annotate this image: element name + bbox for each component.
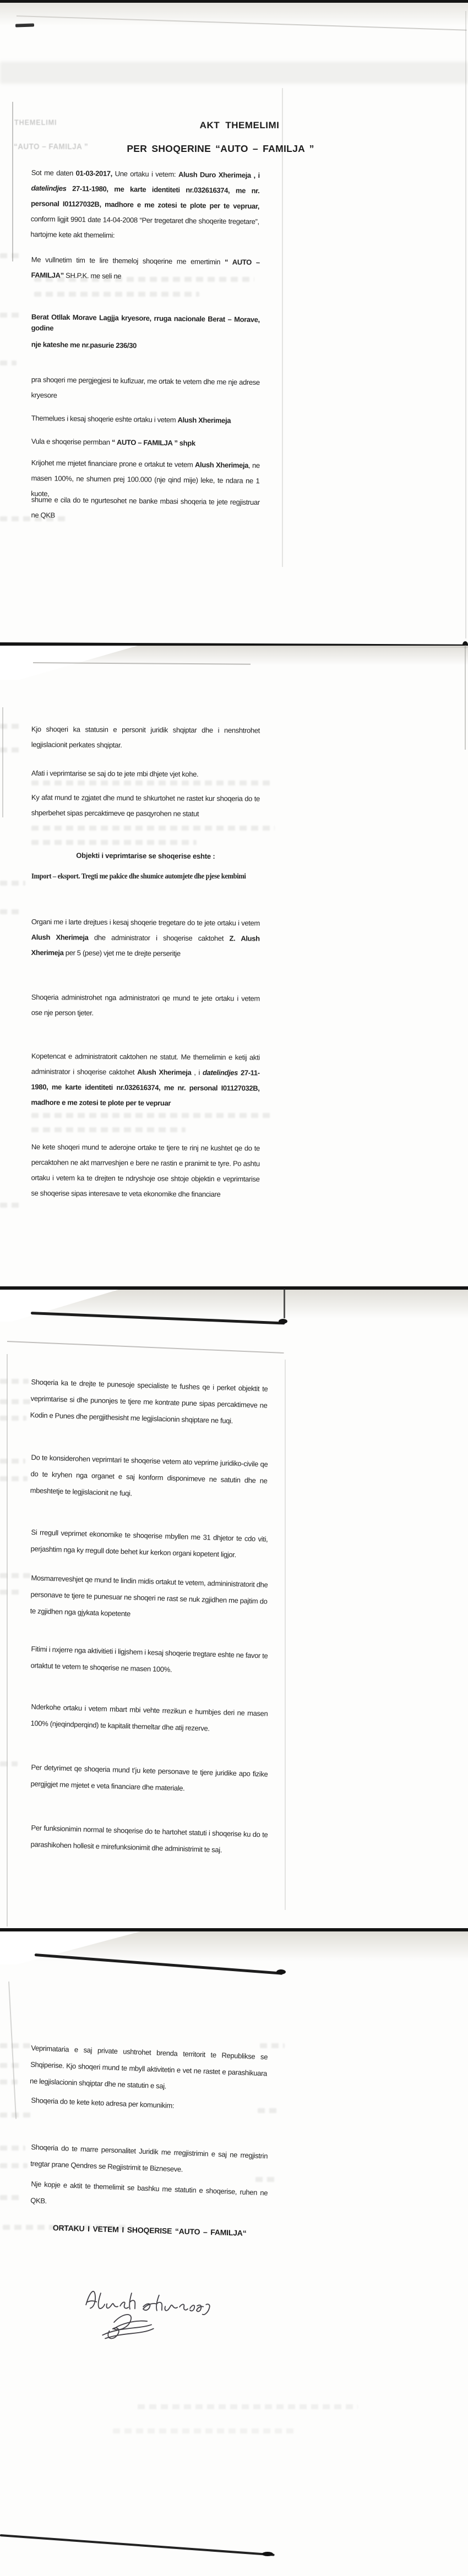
paragraph-legal-status bbox=[31, 722, 260, 754]
paragraph-territory bbox=[30, 2040, 268, 2098]
text-run: Nderkohe ortaku i vetem mbart mbi vehte rrezikun e humbjes deri ne masen 100% (njeqindperqind) te kapitalit themeltar dhe atij rezerve. bbox=[30, 1702, 268, 1733]
signature-handwriting bbox=[80, 2276, 225, 2353]
paragraph-seal bbox=[31, 434, 260, 452]
paragraph-administrator-competences bbox=[31, 1049, 260, 1112]
page-edge-shadow-right bbox=[465, 11, 466, 638]
page-edge-shadow-right bbox=[465, 645, 466, 750]
bleedthrough-smudge bbox=[0, 313, 20, 318]
text-run: Shoqeria administrohet nga administratori qe mund te jete ortaku i vetem ose nje person tjeter. bbox=[31, 992, 260, 1017]
text-run: Kjo shoqeri ka statusin e personit juridik shqiptar dhe i nenshtrohet legjislacionit perkates shqiptar. bbox=[31, 724, 260, 750]
bleedthrough-smudge bbox=[31, 840, 197, 845]
paragraph-import-export: Import – eksport. Tregti me pakice dhe shumice automjete dhe pjese kembimi bbox=[31, 872, 246, 880]
page-top-shading bbox=[0, 3, 468, 26]
paragraph-intro bbox=[30, 165, 260, 245]
heading-business-object: Objekti i veprimtarise se shoqerise eshte : bbox=[76, 851, 215, 861]
bleedthrough-smudge bbox=[0, 1761, 18, 1766]
text-run: Themelues i kesaj shoqerie eshte ortaku i vetem bbox=[31, 413, 178, 424]
text-run: datelindjes bbox=[202, 1068, 241, 1077]
paragraph-employment bbox=[30, 1374, 268, 1431]
bleedthrough-smudge bbox=[34, 277, 254, 282]
bleedthrough-smudge bbox=[31, 826, 275, 831]
text-run: Fitimi i nxjerre nga aktivitieti i ligjshem i kesaj shoqerie tregtare eshte ne favor te ortaktut te vetem te shoqerise ne masen 100%. bbox=[30, 1644, 268, 1674]
bleedthrough-smudge bbox=[0, 361, 17, 365]
bleedthrough-smudge bbox=[0, 2195, 23, 2200]
paragraph-obligations bbox=[30, 1759, 268, 1799]
bleedthrough-smudge bbox=[0, 2080, 18, 2084]
text-run: , i bbox=[191, 1068, 203, 1077]
bleedthrough-smudge bbox=[0, 2146, 25, 2151]
text-run: Veprimataria e saj private ushtrohet brenda territorit te Republikse se Shqiperise. Kjo shoqeri mund te mbyll aktivitetin e vet ne rastet e parashikuara ne legjislacionin shqiptar dhe ne statutin e saj. bbox=[29, 2043, 268, 2091]
fold-crease-line bbox=[7, 1341, 284, 1354]
page-edge-shadow bbox=[12, 102, 13, 261]
text-run: dhe administrator i shoqerise caktohet bbox=[88, 933, 230, 943]
bleedthrough-smudge bbox=[0, 1590, 23, 1595]
text-run: shume e cila do te ngurtesohet ne banke mbasi shoqeria te jete regjistruar ne QKB bbox=[31, 495, 260, 520]
bleedthrough-smudge bbox=[0, 1476, 28, 1481]
page-edge-shadow bbox=[7, 1354, 8, 1926]
closing-heading: ORTAKU I VETEM I SHOQERISE “AUTO – FAMILJA“ bbox=[52, 2223, 247, 2237]
bleedthrough-smudge bbox=[0, 253, 23, 258]
text-run: Berat Otllak Morave Lagjja kryesore, rruga nacionale Berat – Morave, godine bbox=[31, 312, 260, 332]
text-run: Alush Xherimeja bbox=[137, 1068, 192, 1077]
text-run: Krijohet me mjetet financiare prone e ortakut te vetem bbox=[31, 458, 195, 469]
paragraph-address-line2 bbox=[31, 337, 260, 355]
text-run: , ne masen 100%, ne shumen prej 100.000 (nje qind mije) leke, te ndara ne 1 kuote, bbox=[31, 461, 260, 498]
signature-block bbox=[80, 2276, 225, 2353]
text-run: Per funksionimin normal te shoqerise do te hartohet statuti i shoqerise ku do te parashikohen hollesit e mirefunksionimit dhe administrimit te saj. bbox=[30, 1823, 268, 1854]
paragraph-legal-personality bbox=[30, 2139, 268, 2181]
bleedthrough-smudge bbox=[0, 1399, 30, 1404]
text-run: Shoqeria do te marre personalitet Juridik me rregjistrimin e saj ne rregjistrin tregtar prane Qendres se Regjistrimit te Bizneseve. bbox=[30, 2142, 268, 2174]
text-run: Si rregull veprimet ekonomike te shoqerise mbyllen me 31 dhjetor te cdo viti, perjashtim nga ky rregull dote behet kur kerkon organi kopetent ligjor. bbox=[30, 1527, 268, 1559]
bleedthrough-smudge bbox=[0, 2113, 33, 2117]
bleedthrough-smudge bbox=[0, 747, 20, 752]
bleedthrough-smudge bbox=[0, 62, 468, 84]
text-run: Per detyrimet qe shoqeria mund t’ju kete personave te tjere juridike apo fizike pergjigjet me mjetet e veta financiare dhe materiale. bbox=[30, 1762, 268, 1793]
text-run: Me vullnetim tim te lire themeloj shoqerine me emertimin bbox=[31, 255, 225, 266]
text-run: Vula e shoqerise permban bbox=[31, 436, 112, 446]
text-run: Mosmarreveshjet qe mund te lindin midis ortakut te vetem, admininistratorit dhe personave te tjere te punesuar ne shoqeri ne rast se nuk zgjidhen me pajtim do te zgjidhen nga gjykata kopetente bbox=[30, 1573, 268, 1618]
bleedthrough-smudge bbox=[0, 1459, 25, 1464]
text-run: Do te konsiderohen veprimtari te shoqerise vetem ato veprime juridiko-civile qe do te kryhen nga organet e saj konform disponimeve ne satutin dhe ne mbeshtetje te legjislacionit ne fuqi. bbox=[30, 1453, 268, 1498]
paragraph-new-partners bbox=[31, 1139, 260, 1203]
text-run: datelindjes bbox=[31, 183, 73, 193]
paragraph-limited-liability bbox=[31, 372, 260, 406]
ghost-text-themelimi: THEMELIMI bbox=[14, 118, 57, 127]
text-run: Z. Alush Xherimeja bbox=[31, 934, 260, 957]
paragraph-duration-extension bbox=[31, 790, 260, 822]
paragraph-address-line1 bbox=[31, 312, 260, 336]
bleedthrough-smudge bbox=[0, 1416, 26, 1421]
text-run: Sot me daten bbox=[31, 168, 76, 177]
paragraph-statute bbox=[30, 1820, 268, 1860]
text-run: nje kateshe me nr.pasurie 236/30 bbox=[31, 340, 137, 350]
bleedthrough-smudge bbox=[138, 2404, 358, 2409]
text-run: Alush Xherimeja bbox=[177, 416, 231, 425]
text-run: conform ligjit 9901 date 14-04-2008 “Per tregetaret dhe shoqerite tregetare”, hartojme kete akt themelimi: bbox=[30, 214, 259, 239]
paragraph-copy-qkb bbox=[30, 2176, 268, 2218]
bleedthrough-smudge bbox=[0, 909, 22, 914]
bleedthrough-smudge bbox=[0, 2163, 28, 2168]
text-run: pra shoqeri me pergjegjesi te kufizuar, me ortak te vetem dhe me nje adrese kryesore bbox=[31, 375, 260, 400]
text-run: Kopetencat e administratorit caktohen ne statut. Me themelimin e ketij akti administrator i shoqerise caktohet bbox=[31, 1051, 260, 1077]
text-run: “ AUTO – FAMILJA” bbox=[31, 258, 260, 280]
fold-edge-vertical bbox=[284, 1289, 285, 1318]
sheet-crease-shadow bbox=[285, 1360, 286, 1910]
ghost-text-auto-familja: “AUTO – FAMILJA ” bbox=[14, 142, 89, 151]
paragraph-governing-body bbox=[31, 914, 260, 962]
text-run: Alush Duro Xherimeja , i bbox=[178, 170, 260, 180]
text-run: Nje kopje e aktit te themelimit se bashku me statutin e shoqerise, ruhen ne QKB. bbox=[30, 2179, 268, 2206]
text-run: 27-11-1980, me karte identiteti nr.032616374, me nr. personal I01127032B, madhore e me zotesi te plote per te vepruar bbox=[31, 1068, 260, 1107]
paragraph-fiscal-year bbox=[30, 1524, 268, 1564]
bleedthrough-smudge bbox=[0, 1573, 30, 1578]
text-run: Ne kete shoqeri mund te aderojne ortake te tjere te rinj ne kushtet qe do te percaktohen ne akt marrveshjen e bere ne rastin e pranimit te tyre. Po ashtu ortaku i vetem ka te drejten te ndryshoje ose shtoje objektin e veprimtarise se shoqerise sipas interesave te veta ekonomike dhe financiare bbox=[31, 1143, 260, 1199]
fold-line-end-blob bbox=[276, 1969, 286, 1974]
text-run: Alush Xherimeja bbox=[194, 460, 249, 470]
text-run: “ AUTO – FAMILJA ” shpk bbox=[111, 438, 195, 447]
paragraph-capital-deposit bbox=[31, 492, 260, 526]
fold-line-end-blob bbox=[262, 2552, 273, 2556]
bleedthrough-smudge bbox=[0, 2063, 22, 2068]
paragraph-loss-risk bbox=[30, 1699, 268, 1739]
bleedthrough-smudge bbox=[0, 881, 25, 886]
paragraph-duration bbox=[31, 766, 260, 783]
bleedthrough-smudge bbox=[0, 1379, 29, 1384]
bleedthrough-smudge bbox=[0, 1203, 21, 1208]
paragraph-profit bbox=[30, 1641, 268, 1681]
bleedthrough-smudge bbox=[113, 2428, 295, 2433]
paragraph-founder bbox=[31, 411, 260, 429]
text-run: Alush Xherimeja bbox=[31, 932, 89, 942]
paragraph-disputes bbox=[30, 1570, 268, 1627]
bleedthrough-smudge bbox=[34, 292, 199, 297]
text-run: Shoqeria do te kete keto adresa per komunikim: bbox=[31, 2095, 175, 2110]
text-run: SH.P.K. me seli ne bbox=[63, 271, 122, 280]
bleedthrough-smudge bbox=[0, 724, 22, 729]
text-run: per 5 (pese) vjet me te drejte perseritje bbox=[63, 948, 181, 958]
text-run: Afati i veprimtarise se saj do te jete mbi dhjete vjet kohe. bbox=[31, 768, 199, 778]
fold-line-end-blob bbox=[279, 1319, 287, 1324]
text-run: Shoqeria ka te drejte te punesoje specialiste te fushes qe i perket objektit te veprimtarise si dhe punonjes te tjere me kontrate pune sipas percaktimeve ne Kodin e Punes dhe pergjithesisht me legjislacionin shqiptare ne fuqi. bbox=[30, 1377, 268, 1425]
bleedthrough-smudge bbox=[260, 2043, 285, 2048]
text-run: Ky afat mund te zgjatet dhe mund te shkurtohet ne rastet kur shoqeria do te shperbehet sipas percaktimeve qe pasqyrohen ne statut bbox=[31, 793, 260, 818]
paragraph-valid-activities bbox=[30, 1449, 268, 1506]
page-edge-shadow bbox=[8, 1982, 17, 2119]
text-run: Organi me i larte drejtues i kesaj shoqerie tregetare do te jete ortaku i vetem bbox=[31, 917, 260, 927]
paragraph-administration bbox=[31, 990, 260, 1022]
bleedthrough-smudge bbox=[31, 1127, 186, 1132]
bleedthrough-smudge bbox=[31, 1113, 271, 1118]
text-run: 01-03-2017, bbox=[75, 168, 113, 178]
sheet-crease-shadow bbox=[282, 88, 283, 567]
bleedthrough-smudge bbox=[0, 2043, 30, 2048]
document-subtitle: PER SHOQERINE “AUTO – FAMILJA ” bbox=[127, 143, 314, 154]
text-run: 27-11-1980, me karte identiteti nr.032616374, me nr. personal I01127032B, madhore e me zotesi te plote per te vepruar, bbox=[31, 184, 260, 211]
document-title: AKT THEMELIMI bbox=[199, 120, 280, 130]
text-run: Une ortaku i vetem: bbox=[112, 169, 179, 179]
fold-line-bottom bbox=[0, 2534, 275, 2556]
